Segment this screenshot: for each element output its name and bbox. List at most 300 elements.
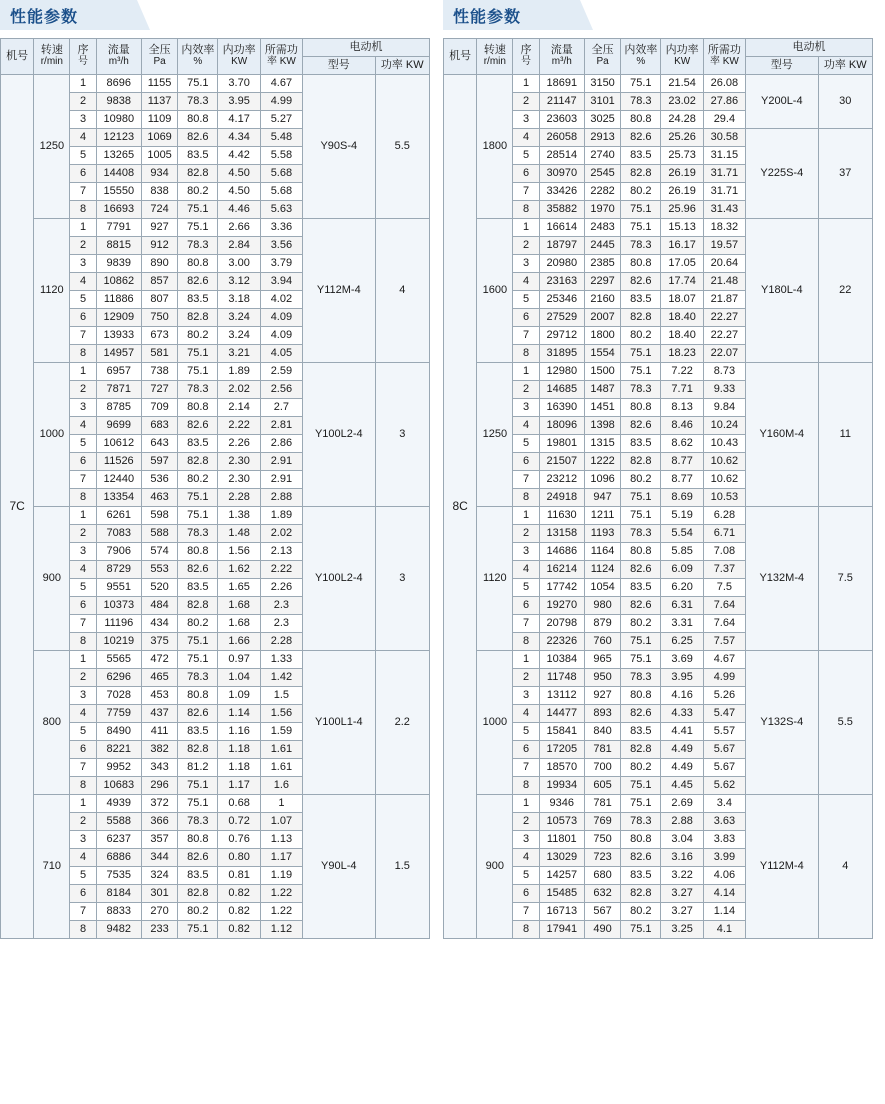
cell-flow: 9699	[96, 417, 141, 435]
table-row	[444, 75, 873, 93]
cell-power: 1.65	[218, 579, 260, 597]
cell-eff: 78.3	[621, 93, 661, 111]
cell-flow: 13029	[539, 849, 584, 867]
th-seq	[70, 39, 96, 75]
cell-need: 10.62	[703, 453, 745, 471]
cell-need: 5.47	[703, 705, 745, 723]
cell-press: 1451	[584, 399, 620, 417]
cell-flow: 10373	[96, 597, 141, 615]
cell-rpm: 1250	[34, 75, 70, 219]
cell-press: 781	[584, 741, 620, 759]
cell-seq: 8	[513, 921, 539, 939]
cell-eff: 75.1	[178, 507, 218, 525]
cell-power: 4.16	[661, 687, 703, 705]
cell-seq: 7	[513, 759, 539, 777]
th-power	[218, 39, 260, 75]
cell-flow: 9838	[96, 93, 141, 111]
cell-flow: 18096	[539, 417, 584, 435]
cell-press: 838	[141, 183, 177, 201]
cell-press: 484	[141, 597, 177, 615]
cell-press: 567	[584, 903, 620, 921]
cell-press: 411	[141, 723, 177, 741]
cell-eff: 83.5	[178, 435, 218, 453]
cell-need: 2.22	[260, 561, 302, 579]
cell-power: 4.49	[661, 741, 703, 759]
cell-need: 5.48	[260, 129, 302, 147]
table-row	[1, 795, 430, 813]
cell-seq: 7	[70, 327, 96, 345]
cell-power: 3.25	[661, 921, 703, 939]
cell-seq: 5	[513, 579, 539, 597]
cell-eff: 83.5	[621, 147, 661, 165]
cell-eff: 75.1	[621, 507, 661, 525]
cell-eff: 83.5	[178, 579, 218, 597]
cell-eff: 83.5	[178, 723, 218, 741]
cell-flow: 10683	[96, 777, 141, 795]
cell-power: 8.13	[661, 399, 703, 417]
table-row	[444, 507, 873, 525]
cell-power: 18.40	[661, 309, 703, 327]
cell-power: 0.80	[218, 849, 260, 867]
cell-flow: 24918	[539, 489, 584, 507]
cell-eff: 75.1	[178, 777, 218, 795]
cell-eff: 80.8	[621, 111, 661, 129]
cell-flow: 12909	[96, 309, 141, 327]
cell-eff: 82.6	[621, 273, 661, 291]
cell-power: 3.16	[661, 849, 703, 867]
cell-eff: 80.8	[178, 543, 218, 561]
cell-flow: 8490	[96, 723, 141, 741]
cell-power: 25.26	[661, 129, 703, 147]
th-press-unit: Pa	[153, 56, 166, 68]
cell-motor-power: 5.5	[375, 75, 429, 219]
cell-eff: 80.2	[621, 471, 661, 489]
cell-flow: 9551	[96, 579, 141, 597]
cell-eff: 80.8	[621, 831, 661, 849]
cell-flow: 22326	[539, 633, 584, 651]
cell-power: 3.27	[661, 903, 703, 921]
cell-power: 18.23	[661, 345, 703, 363]
cell-flow: 30970	[539, 165, 584, 183]
cell-need: 29.4	[703, 111, 745, 129]
cell-press: 709	[141, 399, 177, 417]
cell-motor-power: 22	[818, 219, 872, 363]
cell-seq: 8	[70, 201, 96, 219]
cell-power: 0.72	[218, 813, 260, 831]
cell-flow: 7083	[96, 525, 141, 543]
cell-power: 7.71	[661, 381, 703, 399]
cell-press: 1054	[584, 579, 620, 597]
cell-flow: 8729	[96, 561, 141, 579]
cell-power: 1.04	[218, 669, 260, 687]
cell-seq: 6	[70, 453, 96, 471]
cell-eff: 82.8	[178, 453, 218, 471]
cell-power: 8.46	[661, 417, 703, 435]
cell-eff: 75.1	[621, 201, 661, 219]
cell-need: 5.67	[703, 759, 745, 777]
th-flow-unit: m³/h	[551, 56, 572, 68]
cell-need: 10.43	[703, 435, 745, 453]
cell-flow: 21507	[539, 453, 584, 471]
table-row	[1, 507, 430, 525]
th-seq-sub: 号	[521, 56, 532, 68]
cell-seq: 5	[513, 435, 539, 453]
cell-eff: 75.1	[621, 219, 661, 237]
th-rpm-unit: r/min	[40, 56, 63, 68]
cell-power: 4.45	[661, 777, 703, 795]
cell-flow: 6237	[96, 831, 141, 849]
cell-power: 1.68	[218, 615, 260, 633]
cell-press: 2282	[584, 183, 620, 201]
cell-need: 1.22	[260, 885, 302, 903]
cell-press: 1005	[141, 147, 177, 165]
cell-eff: 82.8	[621, 165, 661, 183]
cell-need: 10.24	[703, 417, 745, 435]
cell-press: 3101	[584, 93, 620, 111]
th-need-main: 所需功	[707, 44, 741, 57]
cell-need: 3.4	[703, 795, 745, 813]
cell-power: 21.54	[661, 75, 703, 93]
cell-flow: 21147	[539, 93, 584, 111]
cell-need: 4.1	[703, 921, 745, 939]
cell-motor-model: Y180L-4	[746, 219, 819, 363]
cell-need: 1.22	[260, 903, 302, 921]
cell-eff: 82.8	[178, 885, 218, 903]
banner-title: 性能参数	[10, 9, 79, 26]
th-need	[703, 39, 745, 75]
cell-power: 3.69	[661, 651, 703, 669]
cell-power: 3.95	[661, 669, 703, 687]
cell-press: 2007	[584, 309, 620, 327]
cell-need: 4.14	[703, 885, 745, 903]
cell-flow: 6296	[96, 669, 141, 687]
cell-seq: 7	[70, 183, 96, 201]
cell-press: 2297	[584, 273, 620, 291]
cell-eff: 82.6	[621, 597, 661, 615]
cell-power: 8.77	[661, 453, 703, 471]
cell-rpm: 900	[477, 795, 513, 939]
cell-power: 1.17	[218, 777, 260, 795]
cell-seq: 2	[513, 525, 539, 543]
cell-motor-power: 7.5	[818, 507, 872, 651]
cell-power: 2.22	[218, 417, 260, 435]
cell-eff: 80.2	[178, 471, 218, 489]
cell-press: 233	[141, 921, 177, 939]
cell-press: 605	[584, 777, 620, 795]
cell-eff: 82.6	[621, 849, 661, 867]
cell-power: 4.49	[661, 759, 703, 777]
th-need	[260, 39, 302, 75]
cell-need: 3.83	[703, 831, 745, 849]
cell-need: 31.71	[703, 183, 745, 201]
cell-flow: 18691	[539, 75, 584, 93]
cell-seq: 4	[513, 273, 539, 291]
cell-eff: 82.8	[178, 597, 218, 615]
cell-press: 769	[584, 813, 620, 831]
cell-power: 4.34	[218, 129, 260, 147]
th-motor-model: 型号	[746, 57, 819, 75]
cell-press: 1124	[584, 561, 620, 579]
cell-need: 6.71	[703, 525, 745, 543]
cell-eff: 78.3	[178, 813, 218, 831]
cell-eff: 83.5	[621, 291, 661, 309]
th-eff-unit: %	[636, 56, 646, 68]
cell-seq: 4	[70, 273, 96, 291]
cell-seq: 1	[70, 795, 96, 813]
cell-need: 10.53	[703, 489, 745, 507]
cell-seq: 6	[513, 453, 539, 471]
cell-press: 465	[141, 669, 177, 687]
cell-flow: 9952	[96, 759, 141, 777]
cell-seq: 3	[70, 111, 96, 129]
cell-seq: 1	[513, 75, 539, 93]
cell-press: 2483	[584, 219, 620, 237]
cell-flow: 15550	[96, 183, 141, 201]
cell-flow: 16390	[539, 399, 584, 417]
cell-need: 31.71	[703, 165, 745, 183]
cell-power: 3.12	[218, 273, 260, 291]
cell-flow: 31895	[539, 345, 584, 363]
table-row	[444, 363, 873, 381]
cell-press: 927	[584, 687, 620, 705]
cell-need: 30.58	[703, 129, 745, 147]
cell-flow: 29712	[539, 327, 584, 345]
cell-flow: 14957	[96, 345, 141, 363]
cell-seq: 4	[70, 129, 96, 147]
cell-flow: 14477	[539, 705, 584, 723]
cell-power: 5.85	[661, 543, 703, 561]
cell-power: 2.28	[218, 489, 260, 507]
cell-press: 781	[584, 795, 620, 813]
cell-need: 5.63	[260, 201, 302, 219]
th-rpm	[34, 39, 70, 75]
cell-press: 472	[141, 651, 177, 669]
cell-seq: 4	[513, 849, 539, 867]
cell-motor-model: Y112M-4	[746, 795, 819, 939]
table-row	[444, 219, 873, 237]
cell-flow: 19270	[539, 597, 584, 615]
cell-seq: 7	[70, 471, 96, 489]
th-power-main: 内功率	[222, 44, 256, 57]
cell-flow: 18797	[539, 237, 584, 255]
cell-seq: 6	[513, 597, 539, 615]
cell-need: 4.67	[260, 75, 302, 93]
cell-press: 520	[141, 579, 177, 597]
cell-power: 15.13	[661, 219, 703, 237]
cell-flow: 6261	[96, 507, 141, 525]
cell-press: 574	[141, 543, 177, 561]
th-press-main: 全压	[591, 44, 614, 57]
cell-need: 27.86	[703, 93, 745, 111]
cell-flow: 13354	[96, 489, 141, 507]
cell-need: 3.94	[260, 273, 302, 291]
th-seq-main: 序	[520, 44, 532, 57]
cell-seq: 5	[513, 291, 539, 309]
cell-press: 343	[141, 759, 177, 777]
cell-press: 1500	[584, 363, 620, 381]
cell-seq: 6	[513, 165, 539, 183]
cell-need: 21.87	[703, 291, 745, 309]
cell-press: 1164	[584, 543, 620, 561]
cell-eff: 78.3	[178, 93, 218, 111]
cell-power: 0.82	[218, 903, 260, 921]
cell-jihao: 8C	[444, 75, 477, 939]
cell-eff: 80.2	[621, 615, 661, 633]
cell-press: 1554	[584, 345, 620, 363]
cell-flow: 14685	[539, 381, 584, 399]
cell-press: 598	[141, 507, 177, 525]
cell-power: 18.07	[661, 291, 703, 309]
cell-eff: 81.2	[178, 759, 218, 777]
cell-need: 1.13	[260, 831, 302, 849]
cell-press: 950	[584, 669, 620, 687]
cell-seq: 8	[513, 633, 539, 651]
cell-power: 3.70	[218, 75, 260, 93]
cell-power: 1.16	[218, 723, 260, 741]
cell-flow: 18570	[539, 759, 584, 777]
cell-flow: 6957	[96, 363, 141, 381]
th-press-main: 全压	[148, 44, 171, 57]
cell-press: 3025	[584, 111, 620, 129]
cell-eff: 80.2	[178, 327, 218, 345]
cell-jihao: 7C	[1, 75, 34, 939]
cell-need: 7.64	[703, 615, 745, 633]
cell-motor-model: Y90S-4	[303, 75, 376, 219]
cell-seq: 7	[513, 615, 539, 633]
cell-eff: 78.3	[621, 381, 661, 399]
cell-flow: 10980	[96, 111, 141, 129]
cell-eff: 82.6	[621, 129, 661, 147]
cell-flow: 8221	[96, 741, 141, 759]
cell-press: 927	[141, 219, 177, 237]
cell-power: 1.18	[218, 759, 260, 777]
cell-flow: 19934	[539, 777, 584, 795]
cell-need: 7.5	[703, 579, 745, 597]
cell-press: 683	[141, 417, 177, 435]
cell-press: 934	[141, 165, 177, 183]
cell-need: 5.62	[703, 777, 745, 795]
cell-motor-power: 5.5	[818, 651, 872, 795]
cell-eff: 75.1	[621, 489, 661, 507]
cell-flow: 17742	[539, 579, 584, 597]
cell-eff: 82.8	[178, 309, 218, 327]
cell-need: 1.19	[260, 867, 302, 885]
cell-eff: 82.6	[178, 561, 218, 579]
cell-power: 0.76	[218, 831, 260, 849]
cell-motor-model: Y225S-4	[746, 129, 819, 219]
th-rpm	[477, 39, 513, 75]
cell-press: 700	[584, 759, 620, 777]
cell-need: 4.06	[703, 867, 745, 885]
cell-need: 9.84	[703, 399, 745, 417]
cell-seq: 6	[70, 741, 96, 759]
cell-rpm: 710	[34, 795, 70, 939]
cell-seq: 8	[513, 345, 539, 363]
cell-seq: 2	[70, 93, 96, 111]
cell-flow: 10612	[96, 435, 141, 453]
cell-motor-model: Y160M-4	[746, 363, 819, 507]
th-flow	[96, 39, 141, 75]
cell-flow: 5588	[96, 813, 141, 831]
cell-need: 5.68	[260, 183, 302, 201]
th-eff-main: 内效率	[181, 44, 215, 57]
cell-power: 0.68	[218, 795, 260, 813]
cell-eff: 78.3	[178, 669, 218, 687]
cell-seq: 8	[70, 921, 96, 939]
cell-flow: 13112	[539, 687, 584, 705]
cell-eff: 75.1	[621, 795, 661, 813]
th-jihao: 机号	[1, 39, 34, 75]
cell-press: 760	[584, 633, 620, 651]
cell-seq: 3	[513, 831, 539, 849]
cell-press: 947	[584, 489, 620, 507]
cell-power: 4.33	[661, 705, 703, 723]
cell-press: 553	[141, 561, 177, 579]
th-rpm-main: 转速	[40, 44, 63, 57]
cell-seq: 5	[70, 435, 96, 453]
cell-need: 2.28	[260, 633, 302, 651]
cell-power: 5.19	[661, 507, 703, 525]
cell-need: 2.3	[260, 597, 302, 615]
table-row	[1, 75, 430, 93]
cell-press: 643	[141, 435, 177, 453]
cell-need: 1.61	[260, 759, 302, 777]
cell-seq: 5	[70, 867, 96, 885]
th-motor: 电动机	[746, 39, 873, 57]
cell-seq: 4	[70, 849, 96, 867]
cell-seq: 3	[513, 543, 539, 561]
cell-power: 1.89	[218, 363, 260, 381]
cell-eff: 82.6	[178, 129, 218, 147]
cell-press: 581	[141, 345, 177, 363]
cell-power: 17.05	[661, 255, 703, 273]
cell-power: 2.14	[218, 399, 260, 417]
cell-seq: 1	[70, 75, 96, 93]
cell-flow: 17205	[539, 741, 584, 759]
cell-power: 2.30	[218, 453, 260, 471]
cell-press: 375	[141, 633, 177, 651]
cell-eff: 82.8	[178, 741, 218, 759]
cell-need: 2.26	[260, 579, 302, 597]
cell-flow: 23212	[539, 471, 584, 489]
cell-seq: 4	[70, 417, 96, 435]
cell-need: 1.89	[260, 507, 302, 525]
cell-seq: 8	[70, 633, 96, 651]
cell-seq: 1	[513, 363, 539, 381]
cell-need: 1.17	[260, 849, 302, 867]
cell-seq: 2	[70, 525, 96, 543]
cell-power: 0.82	[218, 885, 260, 903]
cell-need: 2.59	[260, 363, 302, 381]
cell-flow: 11196	[96, 615, 141, 633]
cell-power: 0.82	[218, 921, 260, 939]
cell-flow: 11801	[539, 831, 584, 849]
cell-power: 3.27	[661, 885, 703, 903]
cell-rpm: 800	[34, 651, 70, 795]
cell-seq: 4	[70, 561, 96, 579]
cell-flow: 7759	[96, 705, 141, 723]
cell-flow: 11526	[96, 453, 141, 471]
cell-eff: 80.2	[621, 183, 661, 201]
cell-flow: 13158	[539, 525, 584, 543]
cell-rpm: 1120	[34, 219, 70, 363]
cell-press: 382	[141, 741, 177, 759]
cell-flow: 12123	[96, 129, 141, 147]
cell-need: 22.07	[703, 345, 745, 363]
cell-eff: 75.1	[621, 921, 661, 939]
cell-power: 6.09	[661, 561, 703, 579]
cell-power: 2.88	[661, 813, 703, 831]
